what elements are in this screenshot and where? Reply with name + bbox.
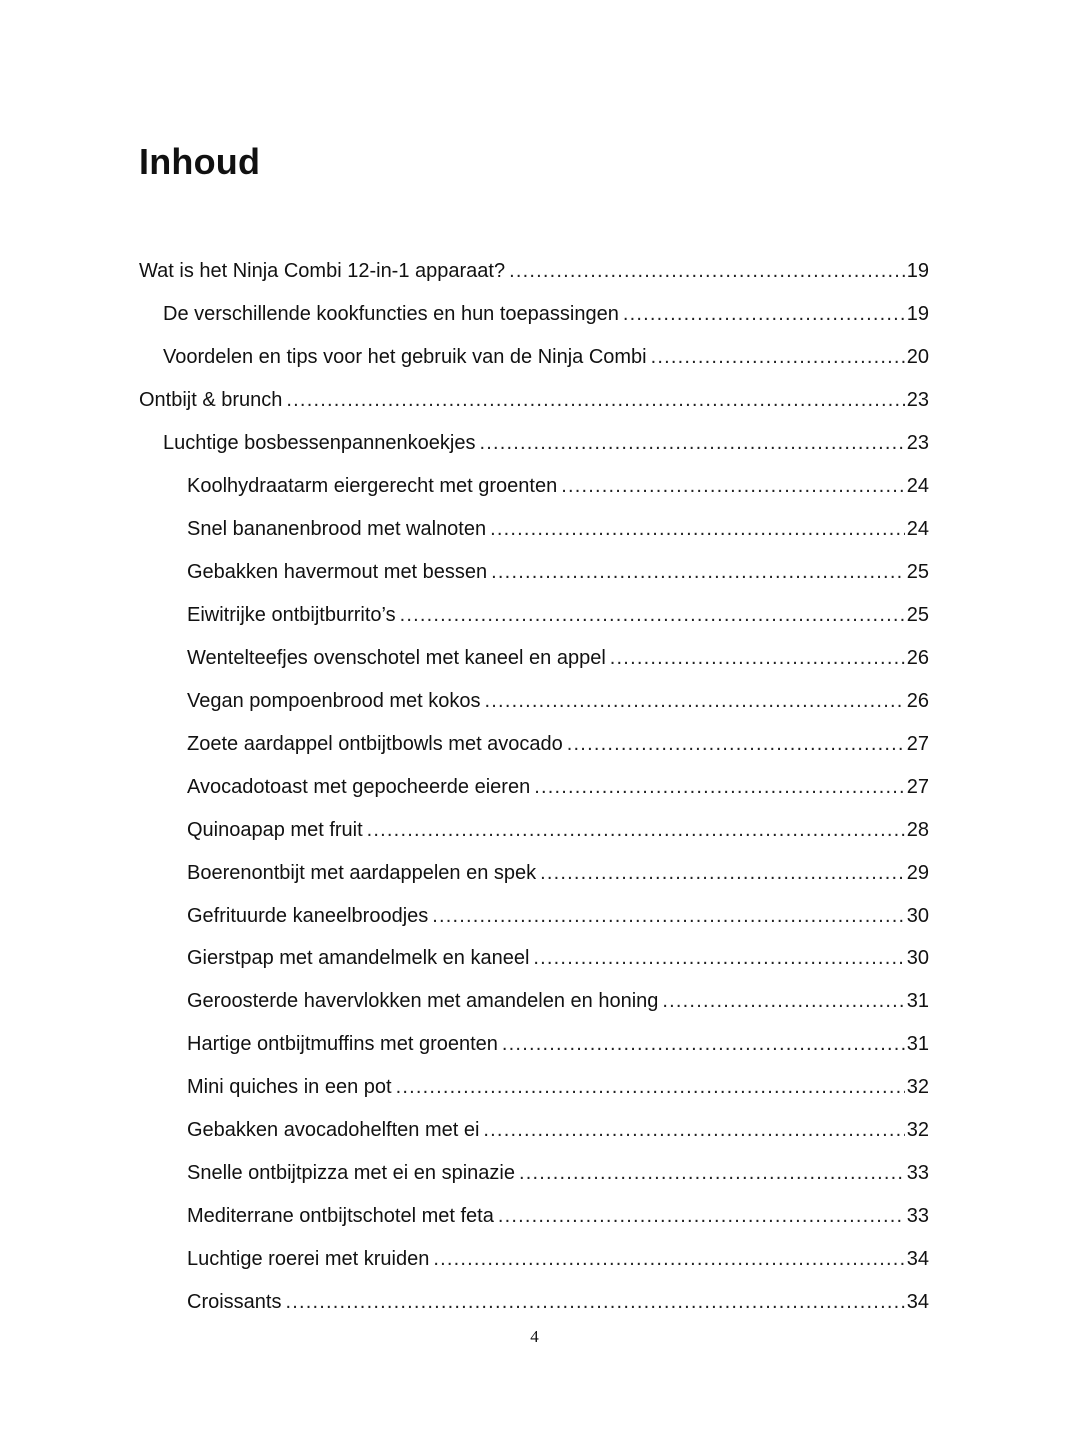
toc-entry[interactable] — [0, 765, 1069, 808]
toc-entry[interactable] — [0, 722, 1069, 765]
toc-entry-row — [187, 1031, 929, 1057]
dot-leader — [285, 1289, 904, 1315]
toc-entry-row — [187, 473, 929, 499]
toc-entry-page-number: 31 — [906, 990, 929, 1013]
toc-entry-page-number: 34 — [906, 1290, 929, 1313]
toc-entry-page-number: 27 — [906, 775, 929, 798]
dot-leader — [432, 903, 904, 929]
toc-entry-row — [187, 1203, 929, 1229]
toc-entry-label: Croissants — [187, 1290, 282, 1313]
toc-entry[interactable] — [0, 465, 1069, 508]
toc-entry-page-number: 32 — [906, 1076, 929, 1099]
toc-entry[interactable] — [0, 937, 1069, 980]
dot-leader — [485, 688, 905, 714]
toc-entry-page-number: 34 — [906, 1248, 929, 1271]
toc-entry-label: Snelle ontbijtpizza met ei en spinazie — [187, 1162, 515, 1185]
toc-entry-label: Avocadotoast met gepocheerde eieren — [187, 775, 531, 798]
toc-entry[interactable] — [0, 594, 1069, 637]
toc-entry-page-number: 26 — [906, 689, 929, 712]
toc-entry[interactable] — [0, 336, 1069, 379]
toc-entry-label: Gebakken avocadohelften met ei — [187, 1119, 480, 1142]
toc-entry-page-number: 25 — [906, 603, 929, 626]
toc-entry-label: Mini quiches in een pot — [187, 1076, 392, 1099]
dot-leader — [502, 1031, 905, 1057]
toc-entry-label: Luchtige roerei met kruiden — [187, 1248, 430, 1271]
toc-entry-row — [163, 301, 929, 327]
toc-entry-page-number: 33 — [906, 1205, 929, 1228]
toc-entry-label: Snel bananenbrood met walnoten — [187, 518, 487, 541]
toc-entry-row — [187, 988, 929, 1014]
toc-entry-row — [187, 903, 929, 929]
dot-leader — [561, 473, 905, 499]
toc-entry-row — [187, 516, 929, 542]
toc-entry[interactable] — [0, 636, 1069, 679]
toc-entry-label: Geroosterde havervlokken met amandelen en honing — [187, 990, 659, 1013]
toc-entry-label: Eiwitrijke ontbijtburrito’s — [187, 603, 396, 626]
dot-leader — [400, 602, 905, 628]
toc-entry-page-number: 31 — [906, 1033, 929, 1056]
page-number: 4 — [530, 1327, 539, 1346]
dot-leader — [534, 774, 905, 800]
toc-entry-page-number: 19 — [906, 303, 929, 326]
dot-leader — [490, 516, 905, 542]
dot-leader — [479, 430, 904, 456]
toc-entry[interactable] — [0, 808, 1069, 851]
dot-leader — [483, 1117, 904, 1143]
toc-entry-row — [187, 860, 929, 886]
toc-entry-row — [187, 559, 929, 585]
toc-entry-row — [139, 258, 929, 284]
dot-leader — [651, 344, 905, 370]
toc-entry-row — [187, 731, 929, 757]
toc-entry-page-number: 33 — [906, 1162, 929, 1185]
toc-entry[interactable] — [0, 250, 1069, 293]
toc-entry-page-number: 30 — [906, 904, 929, 927]
toc-entry-row — [187, 1246, 929, 1272]
toc-entry-page-number: 20 — [906, 346, 929, 369]
toc-entry-row — [187, 1160, 929, 1186]
dot-leader — [662, 988, 904, 1014]
toc-entry-row — [187, 645, 929, 671]
dot-leader — [533, 945, 904, 971]
toc-entry[interactable] — [0, 980, 1069, 1023]
toc-entry-label: Luchtige bosbessenpannenkoekjes — [163, 432, 476, 455]
toc-entry-label: Zoete aardappel ontbijtbowls met avocado — [187, 732, 563, 755]
toc-entry-page-number: 32 — [906, 1119, 929, 1142]
dot-leader — [433, 1246, 904, 1272]
toc-entry[interactable] — [0, 1281, 1069, 1324]
toc-entry-page-number: 27 — [906, 732, 929, 755]
toc-entry-row — [187, 945, 929, 971]
dot-leader — [367, 817, 905, 843]
toc-entry-label: Ontbijt & brunch — [139, 389, 283, 412]
toc-entry-label: Gebakken havermout met bessen — [187, 561, 488, 584]
page-title: Inhoud — [139, 141, 261, 182]
toc-entry-row — [187, 602, 929, 628]
toc-entry[interactable] — [0, 1238, 1069, 1281]
dot-leader — [567, 731, 905, 757]
toc-entry[interactable] — [0, 508, 1069, 551]
toc-entry-label: Boerenontbijt met aardappelen en spek — [187, 861, 537, 884]
toc-entry[interactable] — [0, 379, 1069, 422]
toc-entry[interactable] — [0, 1152, 1069, 1195]
toc-entry-row — [187, 688, 929, 714]
toc-entry-label: Koolhydraatarm eiergerecht met groenten — [187, 475, 558, 498]
toc-entry-row — [163, 344, 929, 370]
dot-leader — [491, 559, 905, 585]
dot-leader — [540, 860, 905, 886]
toc-entry-page-number: 24 — [906, 518, 929, 541]
toc-entry-label: Hartige ontbijtmuffins met groenten — [187, 1033, 498, 1056]
toc-entry-label: Vegan pompoenbrood met kokos — [187, 689, 481, 712]
table-of-contents — [0, 250, 1069, 1323]
toc-entry[interactable] — [0, 1066, 1069, 1109]
toc-entry[interactable] — [0, 851, 1069, 894]
toc-entry-label: Wat is het Ninja Combi 12-in-1 apparaat? — [139, 260, 506, 283]
toc-entry-label: Wentelteefjes ovenschotel met kaneel en appel — [187, 646, 606, 669]
toc-entry-row — [187, 817, 929, 843]
toc-entry-page-number: 26 — [906, 646, 929, 669]
toc-entry[interactable] — [0, 422, 1069, 465]
toc-entry[interactable] — [0, 679, 1069, 722]
toc-entry-page-number: 28 — [906, 818, 929, 841]
toc-entry-page-number: 24 — [906, 475, 929, 498]
toc-entry-row — [187, 1117, 929, 1143]
toc-entry-row — [163, 430, 929, 456]
toc-entry[interactable] — [0, 1109, 1069, 1152]
toc-entry-page-number: 30 — [906, 947, 929, 970]
toc-entry-label: Gierstpap met amandelmelk en kaneel — [187, 947, 530, 970]
dot-leader — [623, 301, 905, 327]
dot-leader — [396, 1074, 905, 1100]
toc-entry-label: Mediterrane ontbijtschotel met feta — [187, 1205, 494, 1228]
dot-leader — [610, 645, 905, 671]
toc-entry-label: Gefrituurde kaneelbroodjes — [187, 904, 429, 927]
toc-entry-row — [187, 1074, 929, 1100]
toc-entry[interactable] — [0, 894, 1069, 937]
toc-entry-page-number: 23 — [906, 432, 929, 455]
toc-entry[interactable] — [0, 1195, 1069, 1238]
toc-entry-page-number: 19 — [906, 260, 929, 283]
dot-leader — [519, 1160, 905, 1186]
toc-entry-page-number: 23 — [906, 389, 929, 412]
dot-leader — [509, 258, 905, 284]
dot-leader — [498, 1203, 905, 1229]
dot-leader — [286, 387, 904, 413]
toc-entry-page-number: 25 — [906, 561, 929, 584]
toc-entry-label: De verschillende kookfuncties en hun toepassingen — [163, 303, 619, 326]
toc-entry[interactable] — [0, 1023, 1069, 1066]
toc-entry-page-number: 29 — [906, 861, 929, 884]
toc-entry[interactable] — [0, 551, 1069, 594]
toc-entry-label: Quinoapap met fruit — [187, 818, 363, 841]
toc-entry-label: Voordelen en tips voor het gebruik van de Ninja Combi — [163, 346, 647, 369]
toc-entry-row — [187, 774, 929, 800]
toc-entry-row — [187, 1289, 929, 1315]
toc-entry-row — [139, 387, 929, 413]
toc-entry[interactable] — [0, 293, 1069, 336]
